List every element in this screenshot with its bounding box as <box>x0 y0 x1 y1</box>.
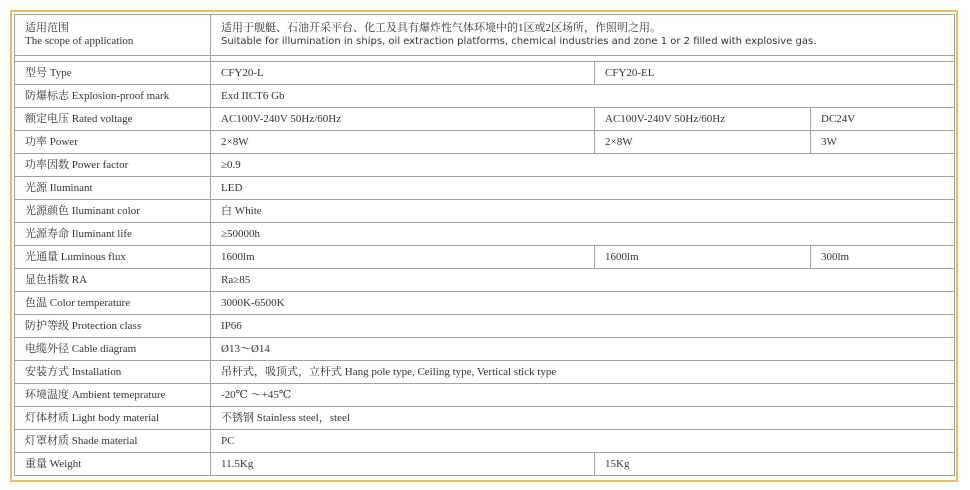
row-label: 功率 Power <box>15 131 211 154</box>
row-luminous-flux <box>15 246 955 269</box>
row-label: 功率因数 Power factor <box>15 154 211 177</box>
row-label: 灯罩材质 Shade material <box>15 430 211 453</box>
row-label: 色温 Color temperature <box>15 292 211 315</box>
scope-value <box>211 15 955 56</box>
cell-value: 3000K-6500K <box>211 292 955 315</box>
row-illuminant-life <box>15 223 955 246</box>
row-scope <box>15 15 955 56</box>
cell-value: DC24V <box>811 108 955 131</box>
cell-value: PC <box>211 430 955 453</box>
cell-value: AC100V-240V 50Hz/60Hz <box>595 108 811 131</box>
cell-value: Ra≥85 <box>211 269 955 292</box>
cell-value: 300lm <box>811 246 955 269</box>
row-label: 防爆标志 Explosion-proof mark <box>15 85 211 108</box>
row-illuminant <box>15 177 955 200</box>
cell-value: 15Kg <box>595 453 955 476</box>
row-power <box>15 131 955 154</box>
row-installation <box>15 361 955 384</box>
row-label: 光通量 Luminous flux <box>15 246 211 269</box>
scope-label-cn: 适用范围 <box>25 22 69 34</box>
cell-value: 1600lm <box>595 246 811 269</box>
row-ambient-temperature <box>15 384 955 407</box>
cell-value: Ø13～Ø14 <box>211 338 955 361</box>
row-label: 型号 Type <box>15 62 211 85</box>
row-protection-class <box>15 315 955 338</box>
row-label: 光源 Iluminant <box>15 177 211 200</box>
cell-value: 2×8W <box>211 131 595 154</box>
row-cable <box>15 338 955 361</box>
cell-value: 3W <box>811 131 955 154</box>
cell-value: 白 White <box>211 200 955 223</box>
row-ex-mark <box>15 85 955 108</box>
scope-value-en: Suitable for illumination in ships, oil extraction platforms, chemical industries and zone 1 or 2 filled with explosive gas. <box>221 36 817 47</box>
cell-value: 11.5Kg <box>211 453 595 476</box>
row-body-material <box>15 407 955 430</box>
spec-frame <box>10 10 958 482</box>
row-label: 重量 Weight <box>15 453 211 476</box>
cell-value: ≥0.9 <box>211 154 955 177</box>
row-label: 电缆外径 Cable diagram <box>15 338 211 361</box>
row-label: 防护等级 Protection class <box>15 315 211 338</box>
row-voltage <box>15 108 955 131</box>
row-label: 环境温度 Ambient temeprature <box>15 384 211 407</box>
scope-label <box>15 15 211 56</box>
row-label: 光源寿命 Iluminant life <box>15 223 211 246</box>
row-label: 灯体材质 Light body material <box>15 407 211 430</box>
cell-value: AC100V-240V 50Hz/60Hz <box>211 108 595 131</box>
cell-value: 不锈钢 Stainless steel，steel <box>211 407 955 430</box>
cell-value: LED <box>211 177 955 200</box>
scope-label-en: The scope of application <box>25 35 134 47</box>
row-illuminant-color <box>15 200 955 223</box>
specification-table <box>14 14 955 476</box>
row-type <box>15 62 955 85</box>
row-label: 安装方式 Installation <box>15 361 211 384</box>
cell-value: 1600lm <box>211 246 595 269</box>
row-ra <box>15 269 955 292</box>
row-weight <box>15 453 955 476</box>
row-label: 额定电压 Rated voltage <box>15 108 211 131</box>
cell-value: Exd IICT6 Gb <box>211 85 955 108</box>
cell-value: IP66 <box>211 315 955 338</box>
cell-value: 吊杆式，吸顶式，立杆式 Hang pole type, Ceiling type, Vertical stick type <box>211 361 955 384</box>
row-label: 光源颜色 Iluminant color <box>15 200 211 223</box>
cell-value: 2×8W <box>595 131 811 154</box>
row-label: 显色指数 RA <box>15 269 211 292</box>
cell-value: CFY20-L <box>211 62 595 85</box>
row-color-temperature <box>15 292 955 315</box>
cell-value: ≥50000h <box>211 223 955 246</box>
row-power-factor <box>15 154 955 177</box>
cell-value: CFY20-EL <box>595 62 955 85</box>
cell-value: -20℃ ～+45℃ <box>211 384 955 407</box>
scope-value-cn: 适用于舰艇、石油开采平台、化工及具有爆炸性气体环境中的1区或2区场所，作照明之用。 <box>221 22 661 34</box>
row-shade-material <box>15 430 955 453</box>
